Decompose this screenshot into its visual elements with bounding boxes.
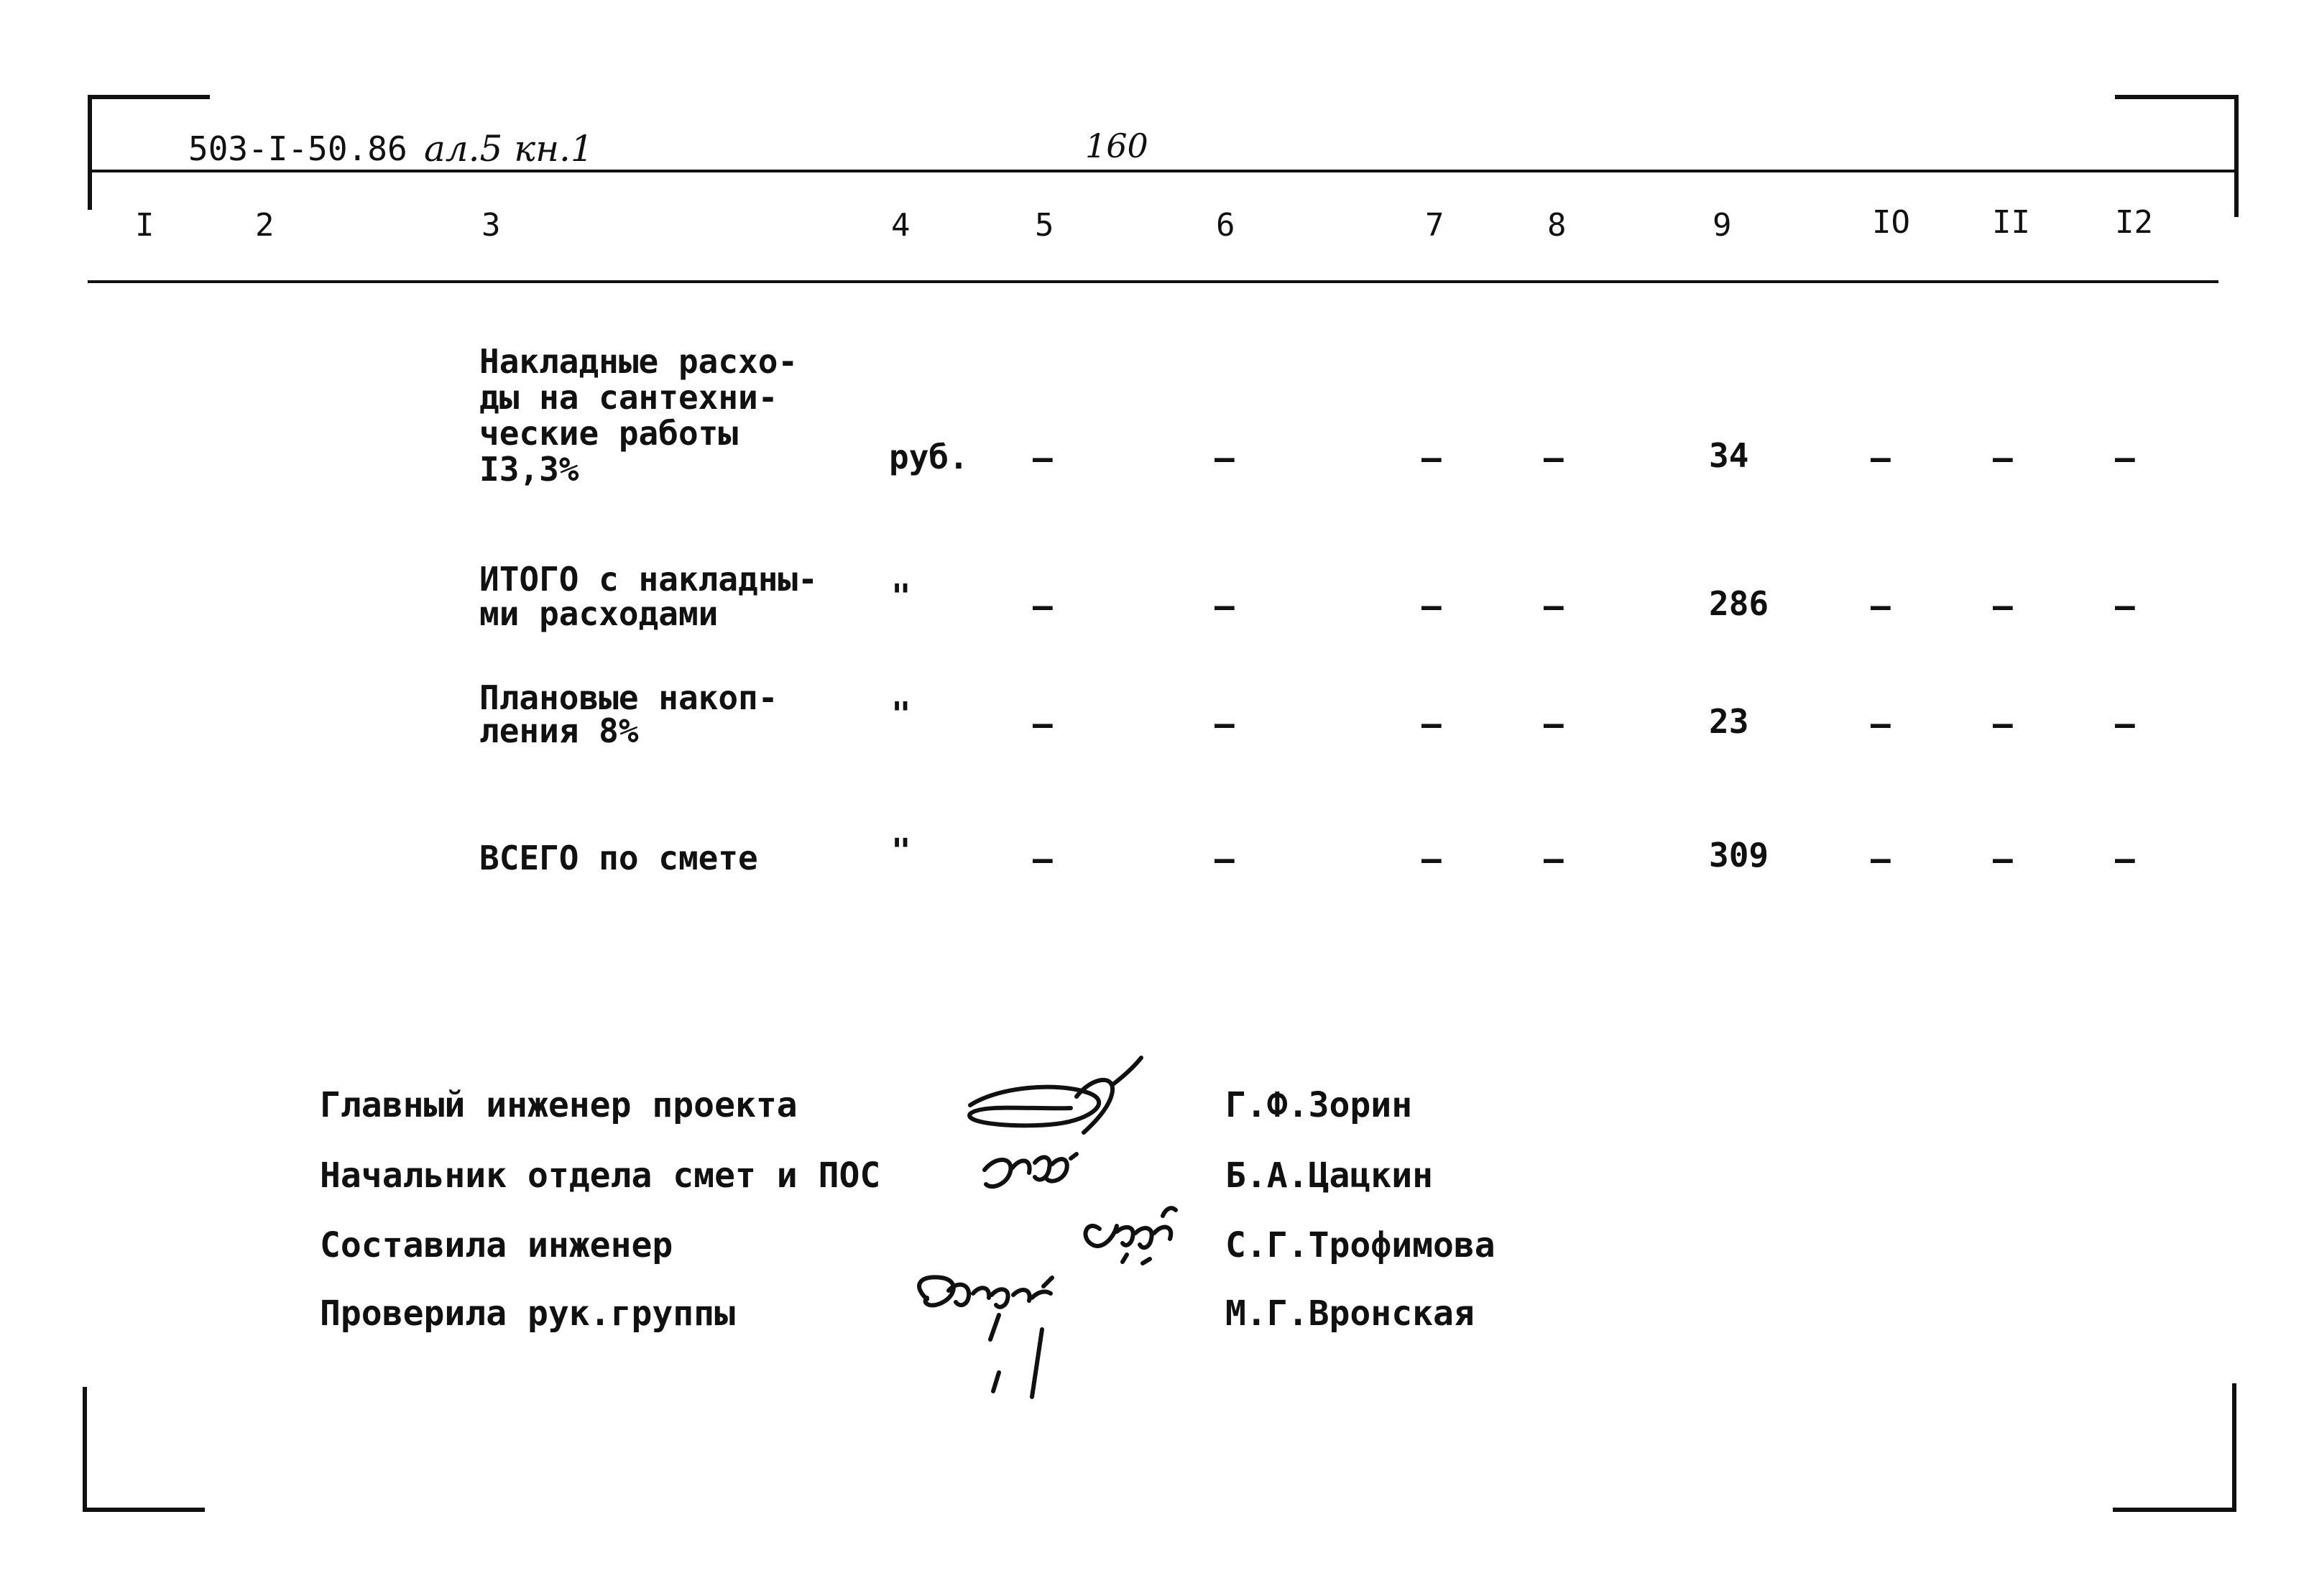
cell-col5: – [1033,438,1053,477]
cell-col8: – [1544,438,1564,477]
cell-col10: – [1871,438,1891,477]
signature-name: М.Г.Вронская [1225,1293,1475,1334]
cell-col8: – [1544,704,1564,743]
row-description-line: ИТОГО с накладны- [479,560,818,599]
header-top-rule [88,170,2239,172]
row-unit: " [891,577,911,616]
frame-corner-top-left-h [88,95,210,99]
document-code-handwritten: ал.5 кн.1 [424,128,594,170]
column-header: IO [1872,204,1910,241]
row-unit: " [891,695,911,734]
signature-trofimova-mark [1086,1208,1176,1263]
row-description [479,841,758,875]
column-header: 4 [891,207,911,244]
header-bottom-rule [88,280,2218,283]
cell-col10: – [1871,839,1891,878]
row-description-line: Накладные расхо- [479,342,798,381]
column-header: 3 [481,207,501,244]
row-description-line: ления 8% [479,711,639,750]
frame-corner-bottom-right-h [2113,1508,2236,1512]
frame-corner-bottom-right-v [2232,1383,2236,1510]
cell-col8: – [1544,839,1564,878]
cell-col7: – [1421,586,1442,625]
cell-col6: – [1215,839,1235,878]
cell-col11: – [1993,586,2013,625]
signature-role: Составила инженер [320,1225,673,1265]
signature-role: Проверила рук.группы [320,1293,735,1334]
cell-col9: 309 [1709,836,1769,875]
frame-corner-top-right-h [2115,95,2239,99]
cell-col9: 23 [1709,702,1749,741]
column-header: 9 [1713,207,1732,244]
row-description-line: ми расходами [479,594,719,633]
frame-corner-top-left-v [88,95,92,210]
column-header: 5 [1035,207,1054,244]
row-unit: " [891,831,911,870]
row-description-line: Плановые накоп- [479,678,778,717]
cell-col8: – [1544,586,1564,625]
frame-corner-top-right-v [2234,95,2239,217]
column-header: 6 [1216,207,1235,244]
cell-col12: – [2115,586,2135,625]
frame-corner-bottom-left-v [83,1387,87,1512]
column-header: 8 [1547,207,1567,244]
cell-col9: 286 [1709,584,1769,623]
column-header: I [135,207,155,244]
row-description [479,678,778,750]
row-description [479,562,818,631]
column-header: II [1992,204,2030,241]
cell-col6: – [1215,586,1235,625]
signature-zorin-mark [969,1058,1141,1133]
cell-col12: – [2115,704,2135,743]
page-number: 160 [1085,126,1148,165]
cell-col11: – [1993,438,2013,477]
cell-col6: – [1215,704,1235,743]
signature-name: С.Г.Трофимова [1225,1225,1495,1265]
cell-col7: – [1421,839,1442,878]
cell-col5: – [1033,586,1053,625]
cell-col7: – [1421,438,1442,477]
cell-col12: – [2115,839,2135,878]
cell-col10: – [1871,586,1891,625]
row-description-line: ды на сантехни- [479,378,778,417]
document-code: 503-I-50.86 [188,129,407,168]
signature-name: Г.Ф.Зорин [1225,1085,1413,1125]
row-description-line: ческие работы [479,414,739,453]
cell-col6: – [1215,438,1235,477]
cell-col11: – [1993,839,2013,878]
cell-col5: – [1033,704,1053,743]
signature-vronskaya-mark [919,1277,1052,1397]
cell-col7: – [1421,704,1442,743]
signature-name: Б.А.Цацкин [1225,1156,1433,1196]
signature-role: Главный инженер проекта [320,1085,798,1125]
column-header: 7 [1425,207,1444,244]
signature-role: Начальник отдела смет и ПОС [320,1156,881,1196]
cell-col9: 34 [1709,436,1749,475]
cell-col5: – [1033,839,1053,878]
column-header: I2 [2115,204,2153,241]
cell-col12: – [2115,438,2135,477]
row-unit: руб. [889,438,969,476]
cell-col10: – [1871,704,1891,743]
frame-corner-bottom-left-h [83,1508,205,1512]
column-header: 2 [255,207,275,244]
row-description-line: I3,3% [479,450,579,489]
row-description-line: ВСЕГО по смете [479,839,758,877]
row-description [479,343,798,487]
cell-col11: – [1993,704,2013,743]
signature-tsatskin-mark [985,1154,1077,1186]
signature-marks [898,1049,1229,1423]
